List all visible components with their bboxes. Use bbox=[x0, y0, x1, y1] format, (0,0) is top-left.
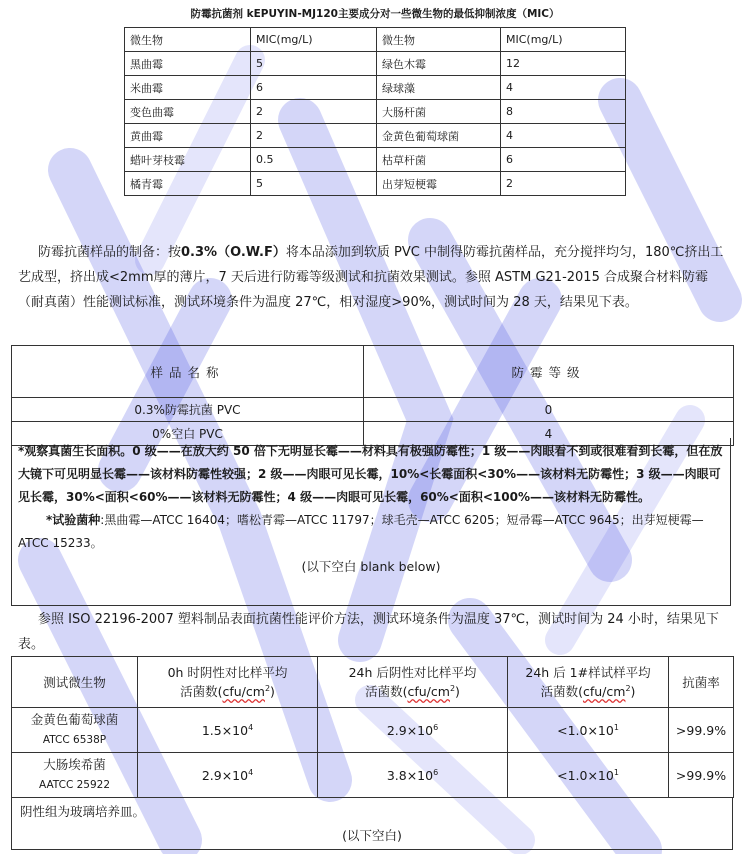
header-24h-negative: 24h 后阴性对比样平均 活菌数$(cfu/cm^2)$ bbox=[318, 657, 508, 708]
table-cell: 绿色木霉 bbox=[377, 52, 501, 76]
strains-label: *试验菌种 bbox=[46, 513, 101, 527]
table-row bbox=[125, 52, 626, 76]
prep-dosage: 0.3%（O.W.F） bbox=[181, 245, 286, 260]
table-cell: 2 bbox=[251, 100, 377, 124]
table-cell: 2 bbox=[251, 124, 377, 148]
table-cell: 绿球藻 bbox=[377, 76, 501, 100]
table-row bbox=[125, 172, 626, 196]
header-test-microbe: 测试微生物 bbox=[12, 657, 138, 708]
table-row bbox=[125, 148, 626, 172]
table-cell: 大肠杆菌 bbox=[377, 100, 501, 124]
table-cell: 0.5 bbox=[251, 148, 377, 172]
antibacterial-notes-box bbox=[11, 798, 733, 850]
blank-below-note: (以下空白 blank below) bbox=[301, 559, 441, 574]
header-antibacterial-rate: 抗菌率 bbox=[669, 657, 734, 708]
header-mold-grade: 防霉等级 bbox=[364, 346, 734, 398]
table-header-row bbox=[12, 346, 734, 398]
table-cell: 4 bbox=[501, 124, 626, 148]
prep-text-after: 将本品添加到软质 PVC 中制得防霉抗菌样品，充分搅拌均匀，180℃挤出工艺成型，挤出成<2mm厚的薄片，7 天后进行防霉等级测试和抗菌效果测试。参照 ASTM G21-2015 合成聚合材料防霉（耐真菌）性能测试标准，测试环境条件为温度 27℃，相对湿度>90%，测试时间为 28 天，结果见下表。 bbox=[18, 245, 724, 310]
table-row bbox=[125, 124, 626, 148]
table-cell: 金黄色葡萄球菌 bbox=[377, 124, 501, 148]
table-row bbox=[125, 100, 626, 124]
grade-cell: 0 bbox=[364, 398, 734, 422]
microbe-cell: 大肠埃希菌 AATCC 25922 bbox=[12, 753, 138, 798]
blank-below-note: (以下空白) bbox=[342, 828, 402, 843]
sample-name-cell: 0%空白 PVC bbox=[12, 422, 364, 446]
table-cell: 枯草杆菌 bbox=[377, 148, 501, 172]
table-cell: 蜡叶芽枝霉 bbox=[125, 148, 251, 172]
test-strains-note bbox=[18, 509, 724, 555]
table-header-row bbox=[12, 657, 734, 708]
value-cell: $2.9\times 10^4$ bbox=[138, 753, 318, 798]
table-header-row bbox=[125, 28, 626, 52]
table-cell: 12 bbox=[501, 52, 626, 76]
antibacterial-table bbox=[11, 656, 734, 798]
grade-cell: 4 bbox=[364, 422, 734, 446]
mic-table-title: 防霉抗菌剂 kEPUYIN-MJ120主要成分对一些微生物的最低抑制浓度（MIC） bbox=[190, 8, 560, 20]
header-cell: MIC(mg/L) bbox=[251, 28, 377, 52]
observation-note: *观察真菌生长面积。0 级——在放大约 50 倍下无明显长霉——材料具有极强防霉性；1 级——肉眼看不到或很难看到长霉，但在放大镜下可见明显长霉——该材料防霉性较强；2 级——肉眼可见长霉，10%<长霉面积<30%——该材料无防霉性；3 级——肉眼可见长霉，30%<面积<60%——该材料无防霉性；4 级——肉眼可见长霉，60%<面积<100%——该材料无防霉性。 bbox=[18, 444, 723, 504]
value-cell: $<1.0\times 10^1$ bbox=[508, 708, 669, 753]
table-cell: 4 bbox=[501, 76, 626, 100]
table-row bbox=[12, 708, 734, 753]
grade-notes-box bbox=[11, 438, 731, 606]
sample-name-cell: 0.3%防霉抗菌 PVC bbox=[12, 398, 364, 422]
table-cell: 黄曲霉 bbox=[125, 124, 251, 148]
header-24h-sample: 24h 后 1#样试样平均 活菌数$(cfu/cm^2)$ bbox=[508, 657, 669, 708]
prep-text-before: 防霉抗菌样品的制备：按 bbox=[38, 245, 182, 260]
value-cell: $3.8\times 10^6$ bbox=[318, 753, 508, 798]
iso-paragraph: 参照 ISO 22196-2007 塑料制品表面抗菌性能评价方法，测试环境条件为温度 37℃，测试时间为 24 小时，结果见下表。 bbox=[18, 612, 719, 652]
mic-table bbox=[124, 27, 626, 196]
header-cell: 微生物 bbox=[377, 28, 501, 52]
value-cell: $2.9\times 10^6$ bbox=[318, 708, 508, 753]
table-cell: 米曲霉 bbox=[125, 76, 251, 100]
value-cell: $<1.0\times 10^1$ bbox=[508, 753, 669, 798]
table-cell: 5 bbox=[251, 52, 377, 76]
table-row bbox=[12, 753, 734, 798]
value-cell: $1.5\times 10^4$ bbox=[138, 708, 318, 753]
table-cell: 橘青霉 bbox=[125, 172, 251, 196]
negative-group-note: 阴性组为玻璃培养皿。 bbox=[20, 804, 146, 819]
table-cell: 出芽短梗霉 bbox=[377, 172, 501, 196]
table-cell: 6 bbox=[251, 76, 377, 100]
microbe-cell: 金黄色葡萄球菌 ATCC 6538P bbox=[12, 708, 138, 753]
table-row bbox=[125, 76, 626, 100]
mold-grade-table bbox=[11, 345, 734, 446]
header-sample-name: 样品名称 bbox=[12, 346, 364, 398]
table-cell: 黑曲霉 bbox=[125, 52, 251, 76]
rate-cell: >99.9% bbox=[669, 753, 734, 798]
table-cell: 8 bbox=[501, 100, 626, 124]
header-cell: MIC(mg/L) bbox=[501, 28, 626, 52]
rate-cell: >99.9% bbox=[669, 708, 734, 753]
table-cell: 变色曲霉 bbox=[125, 100, 251, 124]
table-cell: 5 bbox=[251, 172, 377, 196]
table-cell: 6 bbox=[501, 148, 626, 172]
header-0h-negative: 0h 时阴性对比样平均 活菌数$(cfu/cm^2)$ bbox=[138, 657, 318, 708]
strains-text: :黑曲霉—ATCC 16404；嗜松青霉—ATCC 11797；球毛壳—ATCC 6205；短帚霉—ATCC 9645；出芽短梗霉—ATCC 15233。 bbox=[18, 513, 704, 550]
header-cell: 微生物 bbox=[125, 28, 251, 52]
table-row bbox=[12, 398, 734, 422]
table-cell: 2 bbox=[501, 172, 626, 196]
preparation-paragraph bbox=[18, 240, 730, 315]
